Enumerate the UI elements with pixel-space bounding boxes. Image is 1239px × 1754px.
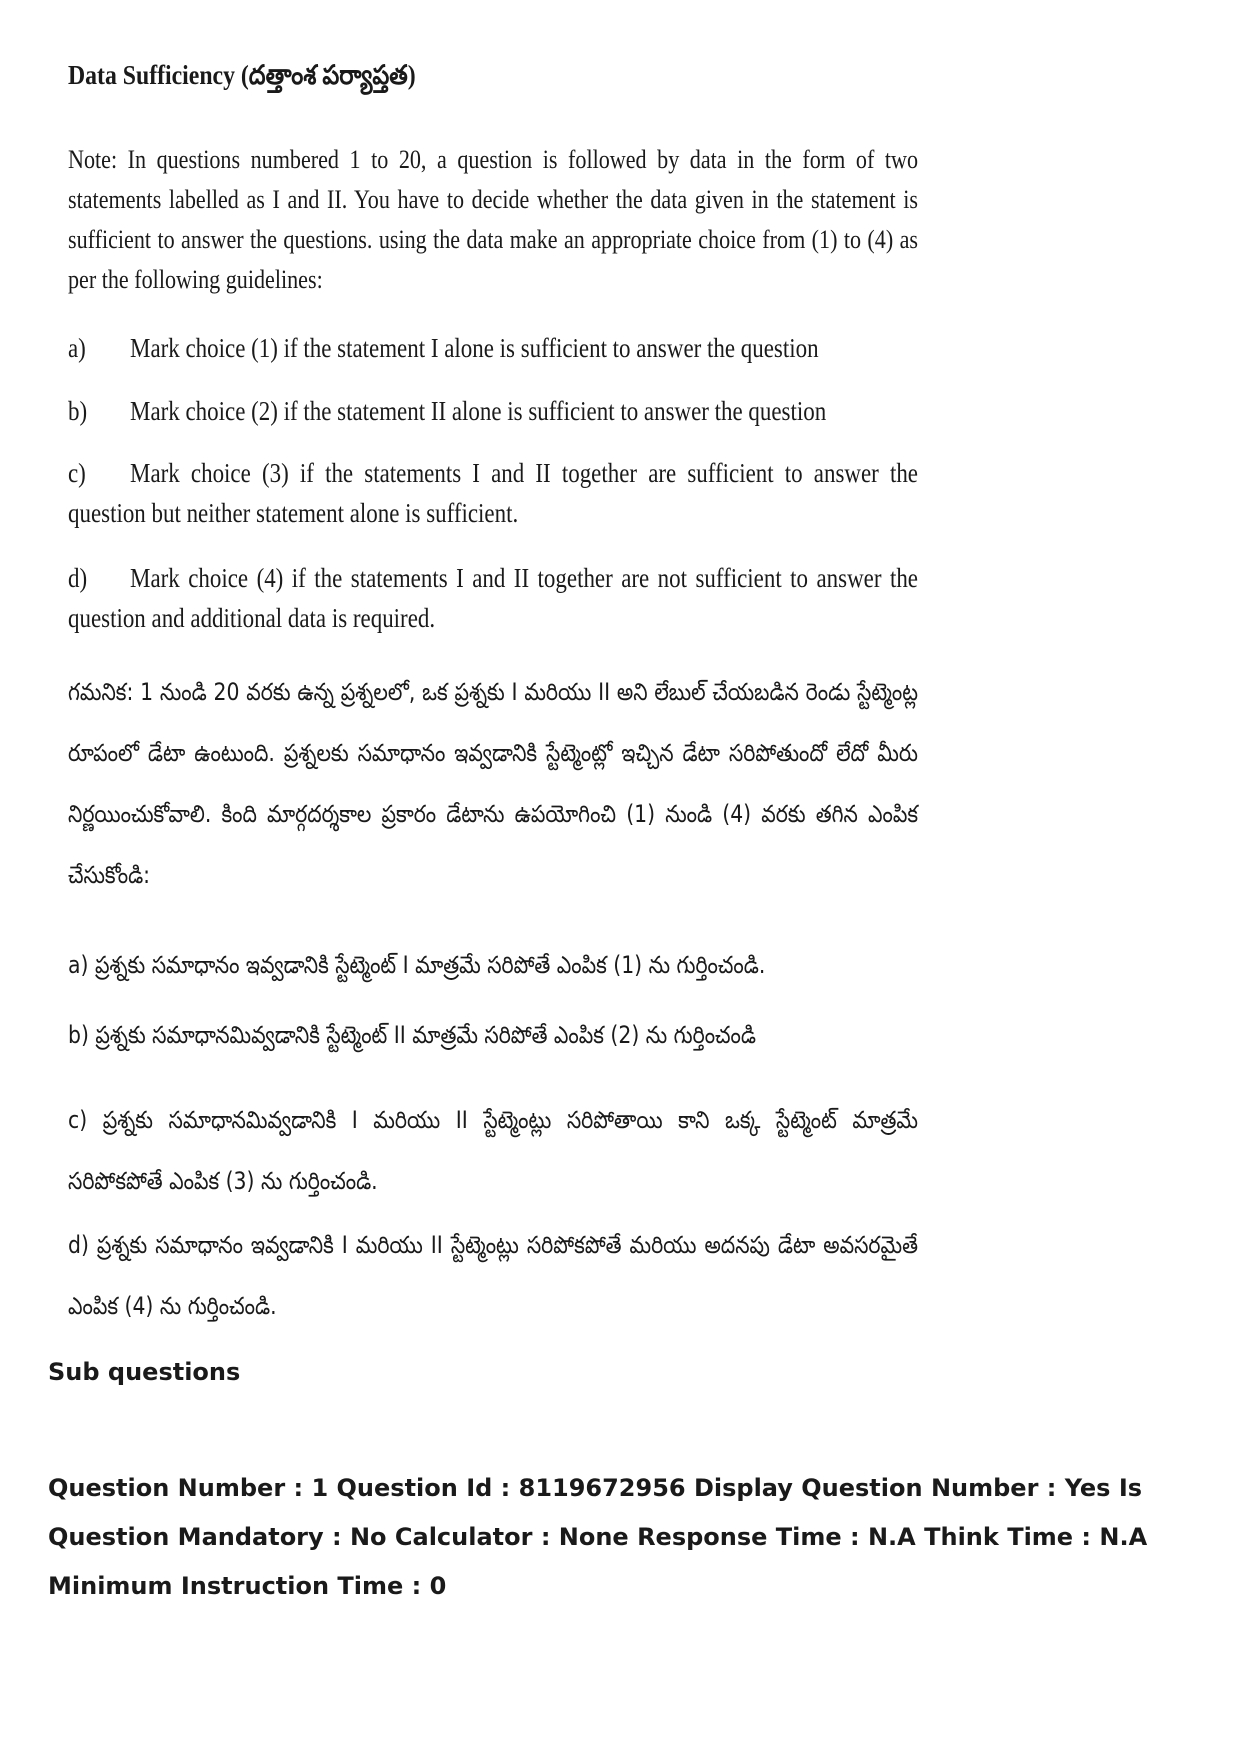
telugu-guideline-d: d) ప్రశ్నకు సమాధానం ఇవ్వడానికి I మరియు II స్టేట్మెంట్లు సరిపోకపోతే మరియు అదనపు డేటా అవసరమైతే ఎంపిక (4) ను గుర్తించండి. xyxy=(68,1231,918,1320)
question-metadata: Question Number : 1 Question Id : 8119672956 Display Question Number : Yes Is Question Mandatory : No Calculator : None Response Time : N.A Think Time : N.A Minimum Instruction Time : 0 xyxy=(48,1474,1148,1600)
guideline-marker: c) xyxy=(68,458,86,488)
telugu-guideline-c: c) ప్రశ్నకు సమాధానమివ్వడానికి I మరియు II స్టేట్మెంట్లు సరిపోతాయి కాని ఒక్క స్టేట్మెంట్ మాత్రమే సరిపోకపోతే ఎంపిక (3) ను గుర్తించండి. xyxy=(68,1106,918,1195)
scanned-instructions-image xyxy=(60,50,940,1350)
guideline-text: Mark choice (3) if the statements I and II together are sufficient to answer the question but neither statement alone is sufficient. xyxy=(68,458,919,528)
guideline-a xyxy=(68,328,918,368)
english-note: Note: In questions numbered 1 to 20, a question is followed by data in the form of two statements labelled as I and II. You have to decide whether the data given in the statement is sufficient to answer the questions. using the data make an appropriate choice from (1) to (4) as per the following guidelines: xyxy=(68,145,918,294)
guideline-marker: d) xyxy=(68,563,88,593)
section-title: Data Sufficiency (దత్తాంశ పర్యాప్తత) xyxy=(68,60,416,90)
guideline-b xyxy=(68,391,918,431)
guideline-c xyxy=(68,453,918,533)
guideline-text: Mark choice (1) if the statement I alone is sufficient to answer the question xyxy=(130,333,819,363)
guideline-text: Mark choice (2) if the statement II alone is sufficient to answer the question xyxy=(130,396,827,426)
guideline-marker: a) xyxy=(68,333,86,363)
guideline-marker: b) xyxy=(68,396,88,426)
telugu-guideline-b: b) ప్రశ్నకు సమాధానమివ్వడానికి స్టేట్మెంట్ II మాత్రమే సరిపోతే ఎంపిక (2) ను గుర్తించండి xyxy=(68,1021,756,1049)
sub-questions-heading: Sub questions xyxy=(48,1358,241,1386)
telugu-note: గమనిక: 1 నుండి 20 వరకు ఉన్న ప్రశ్నలలో, ఒక ప్రశ్నకు I మరియు II అని లేబుల్ చేయబడిన రెండు స్టేట్మెంట్ల రూపంలో డేటా ఉంటుంది. ప్రశ్నలకు సమాధానం ఇవ్వడానికి స్టేట్మెంట్లో ఇచ్చిన డేటా సరిపోతుందో లేదో మీరు నిర్ణయించుకోవాలి. కింది మార్గదర్శకాల ప్రకారం డేటాను ఉపయోగించి (1) నుండి (4) వరకు తగిన ఎంపిక చేసుకోండి: xyxy=(68,678,918,889)
guideline-text: Mark choice (4) if the statements I and II together are not sufficient to answer the question and additional data is required. xyxy=(68,563,919,633)
telugu-guideline-a: a) ప్రశ్నకు సమాధానం ఇవ్వడానికి స్టేట్మెంట్ I మాత్రమే సరిపోతే ఎంపిక (1) ను గుర్తించండి. xyxy=(68,951,766,979)
guideline-d xyxy=(68,558,918,638)
